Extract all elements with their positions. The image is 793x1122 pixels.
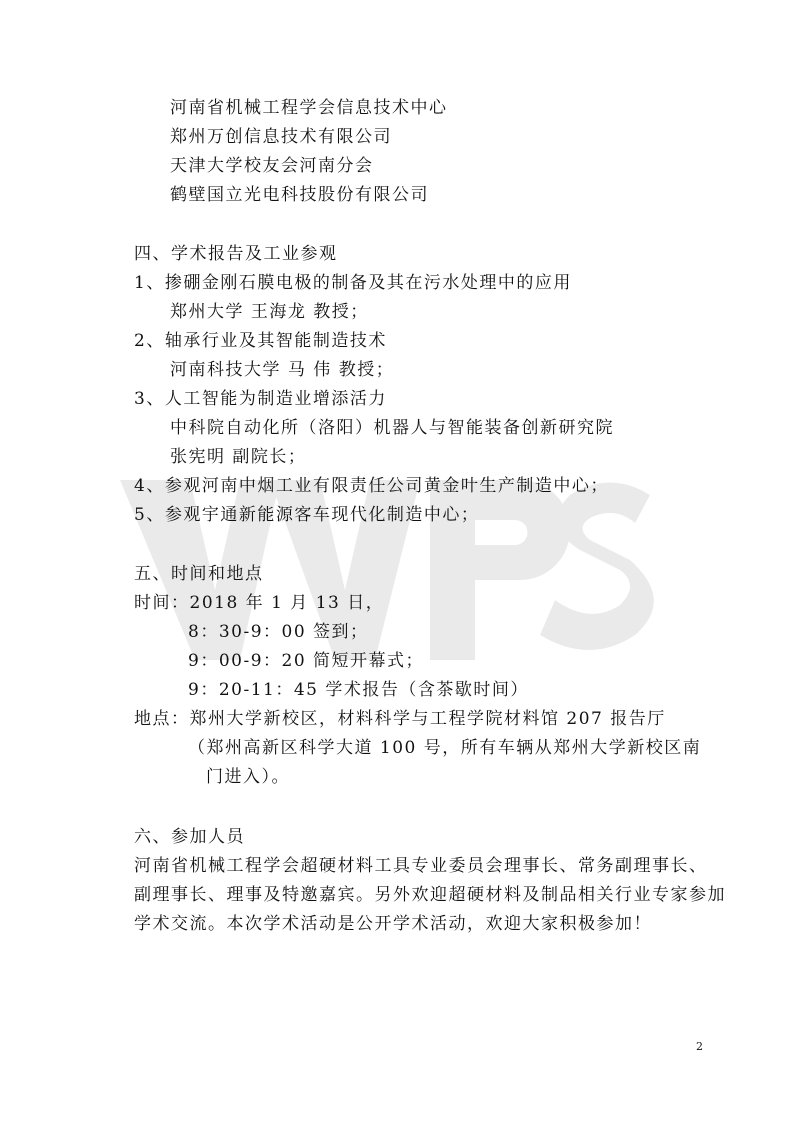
report-title: 1、掺硼金刚石膜电极的制备及其在污水处理中的应用: [134, 273, 572, 293]
participants-text: 副理事长、理事及特邀嘉宾。另外欢迎超硬材料及制品相关行业专家参加: [134, 885, 726, 905]
report-title: 3、人工智能为制造业增添活力: [134, 389, 387, 409]
report-speaker: 张宪明 副院长；: [170, 447, 307, 467]
section-heading-time-place: 五、时间和地点: [134, 564, 264, 584]
schedule-item: 9：20-11：45 学术报告（含茶歇时间）: [188, 680, 529, 700]
page-number: 2: [696, 1040, 703, 1053]
place-line: 地点：郑州大学新校区，材料科学与工程学院材料馆 207 报告厅: [134, 709, 666, 729]
schedule-item: 9：00-9：20 简短开幕式；: [188, 651, 425, 671]
report-speaker: 河南科技大学 马 伟 教授；: [170, 360, 395, 380]
participants-text: 学术交流。本次学术活动是公开学术活动，欢迎大家积极参加！: [134, 914, 652, 934]
sponsor-line: 郑州万创信息技术有限公司: [170, 127, 392, 147]
sponsor-line: 河南省机械工程学会信息技术中心: [170, 98, 448, 118]
place-note: 门进入）。: [206, 767, 290, 787]
sponsor-line: 鹤壁国立光电科技股份有限公司: [170, 185, 429, 205]
section-heading-reports: 四、学术报告及工业参观: [134, 244, 338, 264]
schedule-item: 8：30-9：00 签到；: [188, 622, 369, 642]
section-heading-participants: 六、参加人员: [134, 827, 245, 847]
report-speaker: 郑州大学 王海龙 教授；: [170, 302, 369, 322]
participants-text: 河南省机械工程学会超硬材料工具专业委员会理事长、常务副理事长、: [134, 856, 708, 876]
report-title: 2、轴承行业及其智能制造技术: [134, 331, 387, 351]
time-line: 时间：2018 年 1 月 13 日，: [134, 593, 385, 613]
visit-item: 5、参观宇通新能源客车现代化制造中心；: [134, 505, 480, 525]
report-speaker: 中科院自动化所（洛阳）机器人与智能装备创新研究院: [170, 418, 614, 438]
sponsor-line: 天津大学校友会河南分会: [170, 156, 374, 176]
visit-item: 4、参观河南中烟工业有限责任公司黄金叶生产制造中心；: [134, 476, 609, 496]
place-note: （郑州高新区科学大道 100 号，所有车辆从郑州大学新校区南: [188, 738, 702, 758]
